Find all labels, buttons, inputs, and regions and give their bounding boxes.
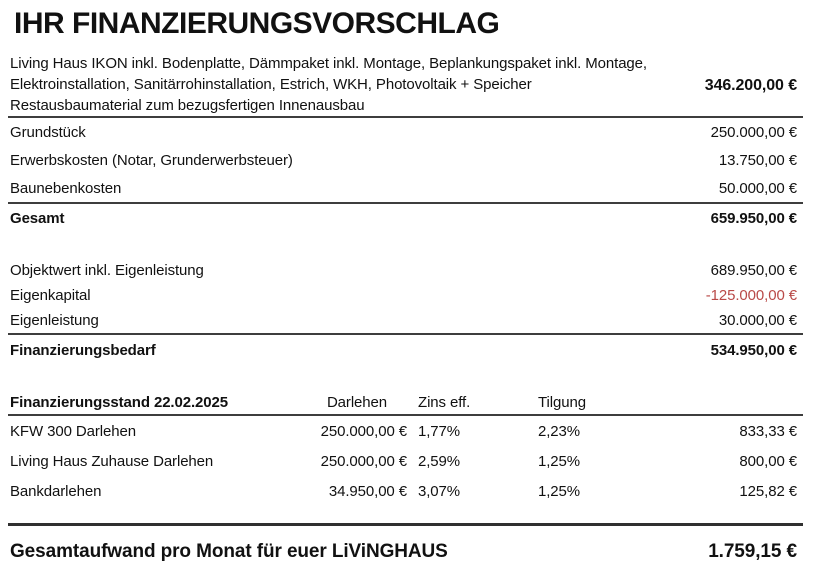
- loan-row-kfw300: [10, 416, 797, 446]
- page-title: IHR FINANZIERUNGSVORSCHLAG: [14, 7, 500, 40]
- financing-need-value: 534.950,00 €: [710, 341, 797, 359]
- table-row-baunebenkosten: [10, 174, 797, 202]
- row-value: 13.750,00 €: [718, 151, 797, 169]
- loan-amount: 250.000,00 €: [320, 422, 407, 440]
- loan-interest: 1,77%: [418, 422, 461, 440]
- loan-row-livinghaus-zuhause: [10, 446, 797, 476]
- row-label: Eigenleistung: [10, 312, 99, 329]
- intro-line-2: Elektroinstallation, Sanitärrohinstallation, Estrich, WKH, Photovoltaik + Speicher: [10, 76, 532, 93]
- loans-table-header: [10, 391, 797, 414]
- loan-monthly-rate: 800,00 €: [739, 452, 797, 470]
- table-row-eigenleistung: [10, 308, 797, 333]
- section-spacer: [10, 232, 797, 258]
- table-row-eigenkapital: [10, 283, 797, 308]
- table-row-gesamt: [10, 204, 797, 232]
- monthly-total-value: 1.759,15 €: [708, 541, 797, 562]
- table-row-finanzierungsbedarf: [10, 335, 797, 365]
- column-header-tilgung: Tilgung: [538, 394, 586, 411]
- loan-monthly-rate: 833,33 €: [739, 422, 797, 440]
- section-spacer: [10, 506, 797, 523]
- row-value-negative: -125.000,00 €: [705, 287, 797, 304]
- divider: [8, 523, 803, 526]
- row-value: 50.000,00 €: [718, 179, 797, 197]
- row-value: 689.950,00 €: [710, 262, 797, 279]
- loan-repayment: 1,25%: [538, 482, 581, 500]
- column-header-darlehen: Darlehen: [326, 394, 388, 411]
- total-value: 659.950,00 €: [710, 209, 797, 227]
- loan-label: Bankdarlehen: [10, 482, 102, 500]
- intro-line-3: Restausbaumaterial zum bezugsfertigen Innenausbau: [10, 97, 365, 114]
- loan-amount: 250.000,00 €: [320, 452, 407, 470]
- loan-repayment: 1,25%: [538, 452, 581, 470]
- loan-interest: 3,07%: [418, 482, 461, 500]
- loans-header-title: Finanzierungsstand 22.02.2025: [10, 394, 229, 411]
- intro-line-1: Living Haus IKON inkl. Bodenplatte, Dämmpaket inkl. Montage, Beplankungspaket inkl. Montage,: [10, 55, 647, 72]
- financing-need-label: Finanzierungsbedarf: [10, 341, 156, 359]
- loan-interest: 2,59%: [418, 452, 461, 470]
- section-spacer: [10, 365, 797, 391]
- row-label: Grundstück: [10, 123, 86, 141]
- table-row-objektwert: [10, 258, 797, 283]
- loan-amount: 34.950,00 €: [328, 482, 407, 500]
- monthly-total-row: [10, 538, 797, 566]
- row-label: Baunebenkosten: [10, 179, 122, 197]
- row-label: Objektwert inkl. Eigenleistung: [10, 262, 204, 279]
- total-label: Gesamt: [10, 209, 65, 227]
- intro-section: [10, 53, 797, 116]
- column-header-zins: Zins eff.: [418, 394, 471, 411]
- intro-description: [10, 53, 797, 116]
- loan-repayment: 2,23%: [538, 422, 581, 440]
- row-value: 250.000,00 €: [710, 123, 797, 141]
- loan-monthly-rate: 125,82 €: [739, 482, 797, 500]
- row-value: 30.000,00 €: [718, 312, 797, 329]
- row-label: Erwerbskosten (Notar, Grunderwerbsteuer): [10, 151, 293, 169]
- monthly-total-label: Gesamtaufwand pro Monat für euer LiViNGHAUS: [10, 541, 448, 562]
- loan-label: KFW 300 Darlehen: [10, 422, 136, 440]
- house-package-amount: 346.200,00 €: [704, 77, 797, 94]
- table-row-erwerbskosten: [10, 146, 797, 174]
- loan-row-bankdarlehen: [10, 476, 797, 506]
- table-row-grundstueck: [10, 118, 797, 146]
- row-label: Eigenkapital: [10, 287, 91, 304]
- loan-label: Living Haus Zuhause Darlehen: [10, 452, 214, 470]
